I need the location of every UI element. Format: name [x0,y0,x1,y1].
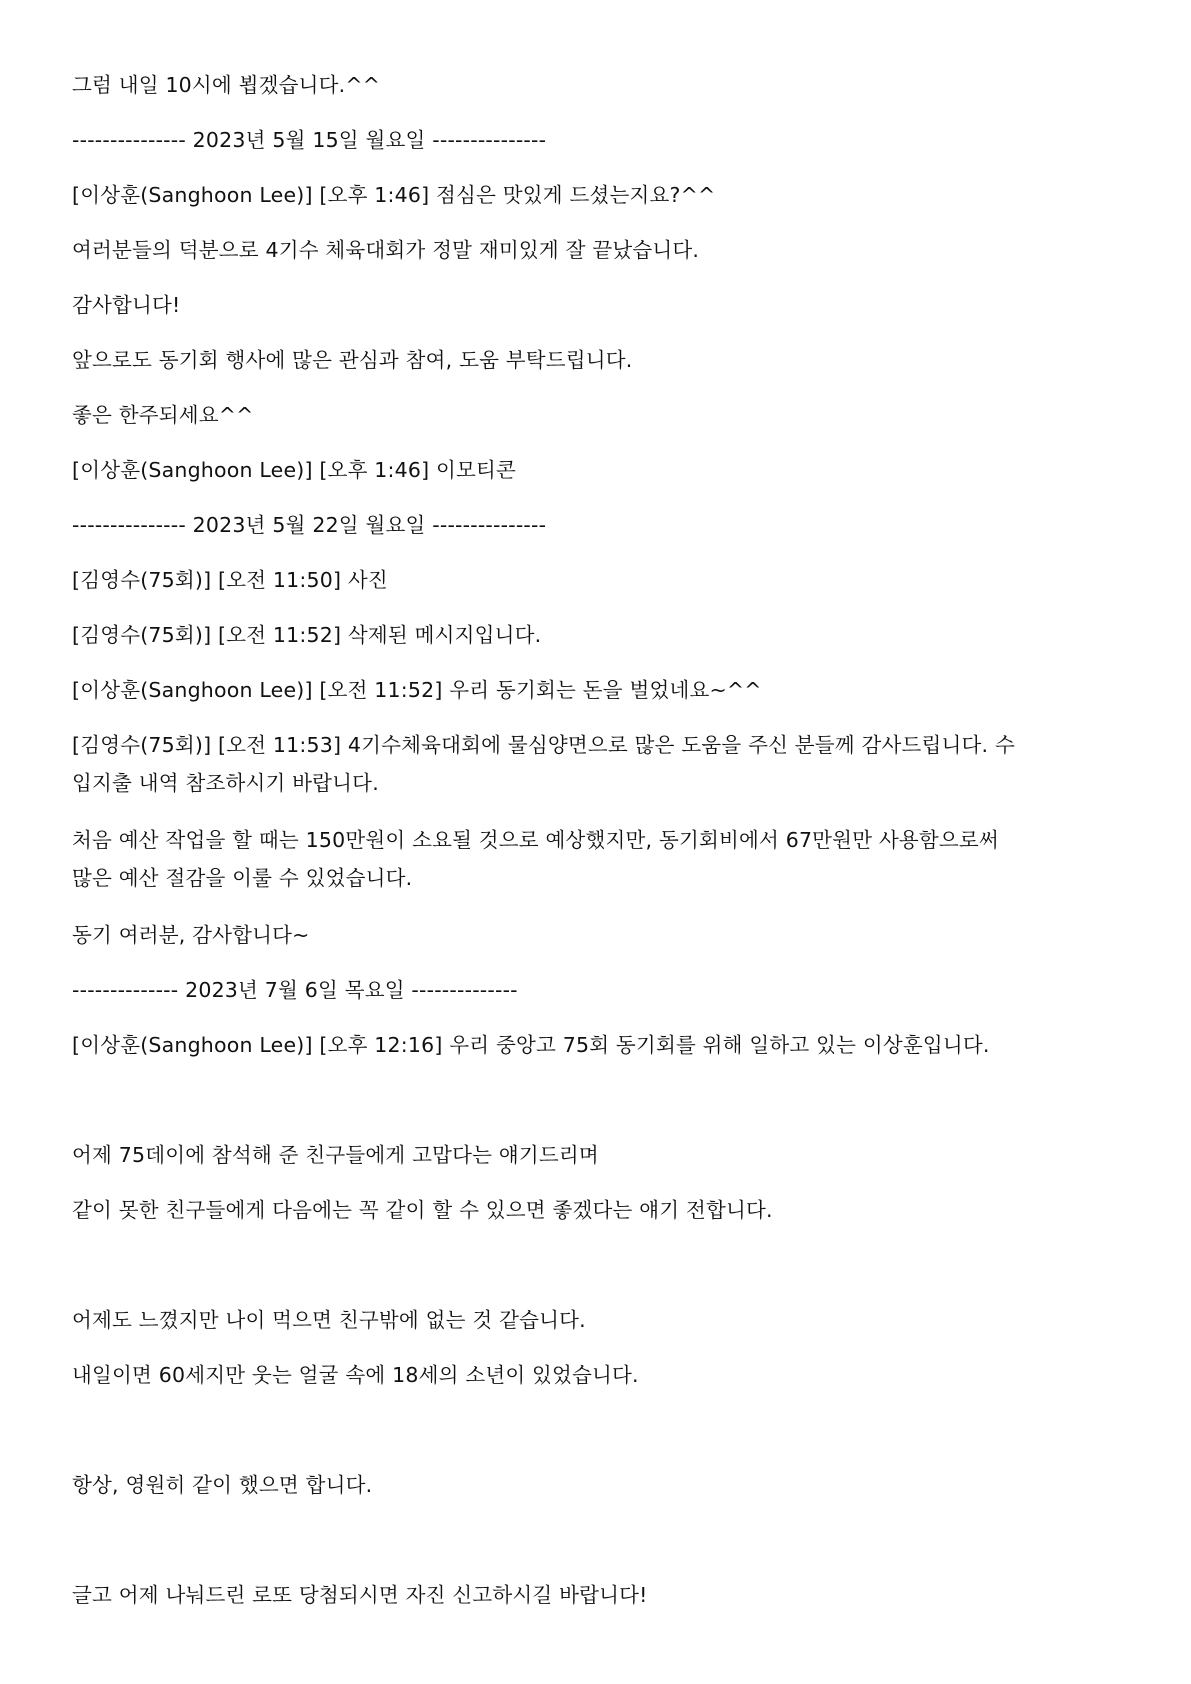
message-header: [이상훈(Sanghoon Lee)] [오후 12:16] 우리 중앙고 75회 동기회를 위해 일하고 있는 이상훈입니다. [72,1033,990,1057]
message-header: [김영수(75회)] [오전 11:52] 삭제된 메시지입니다. [72,623,542,647]
message-text: 어제도 느꼈지만 나이 먹으면 친구밖에 없는 것 같습니다. [72,1308,586,1332]
date-separator: -------------- 2023년 7월 6일 목요일 -------------- [72,978,518,1002]
message-header: [김영수(75회)] [오전 11:53] 4기수체육대회에 물심양면으로 많은 도움을 주신 분들께 감사드립니다. 수 [72,733,1015,757]
message-header: [이상훈(Sanghoon Lee)] [오전 11:52] 우리 동기회는 돈을 벌었네요~^^ [72,678,762,702]
message-text: 입지출 내역 참조하시기 바랍니다. [72,771,379,795]
date-separator: --------------- 2023년 5월 22일 월요일 --------------- [72,513,547,537]
message-text: 좋은 한주되세요^^ [72,403,254,427]
message-text: 처음 예산 작업을 할 때는 150만원이 소요될 것으로 예상했지만, 동기회비에서 67만원만 사용함으로써 [72,828,999,852]
message-text: 글고 어제 나눠드린 로또 당첨되시면 자진 신고하시길 바랍니다! [72,1583,648,1607]
message-text: 많은 예산 절감을 이룰 수 있었습니다. [72,866,413,890]
message-header: [이상훈(Sanghoon Lee)] [오후 1:46] 이모티콘 [72,458,517,482]
message-header: [김영수(75회)] [오전 11:50] 사진 [72,568,388,592]
message-text: 어제 75데이에 참석해 준 친구들에게 고맙다는 얘기드리며 [72,1143,599,1167]
message-text: 내일이면 60세지만 웃는 얼굴 속에 18세의 소년이 있었습니다. [72,1363,639,1387]
date-separator: --------------- 2023년 5월 15일 월요일 --------------- [72,128,547,152]
message-text: 항상, 영원히 같이 했으면 합니다. [72,1473,373,1497]
message-text: 같이 못한 친구들에게 다음에는 꼭 같이 할 수 있으면 좋겠다는 얘기 전합니다. [72,1198,773,1222]
message-text: 여러분들의 덕분으로 4기수 체육대회가 정말 재미있게 잘 끝났습니다. [72,238,700,262]
message-header: [이상훈(Sanghoon Lee)] [오후 1:46] 점심은 맛있게 드셨는지요?^^ [72,183,716,207]
message-text: 그럼 내일 10시에 뵙겠습니다.^^ [72,73,381,97]
message-text: 동기 여러분, 감사합니다~ [72,923,310,947]
message-text: 앞으로도 동기회 행사에 많은 관심과 참여, 도움 부탁드립니다. [72,348,633,372]
message-text: 감사합니다! [72,293,181,317]
